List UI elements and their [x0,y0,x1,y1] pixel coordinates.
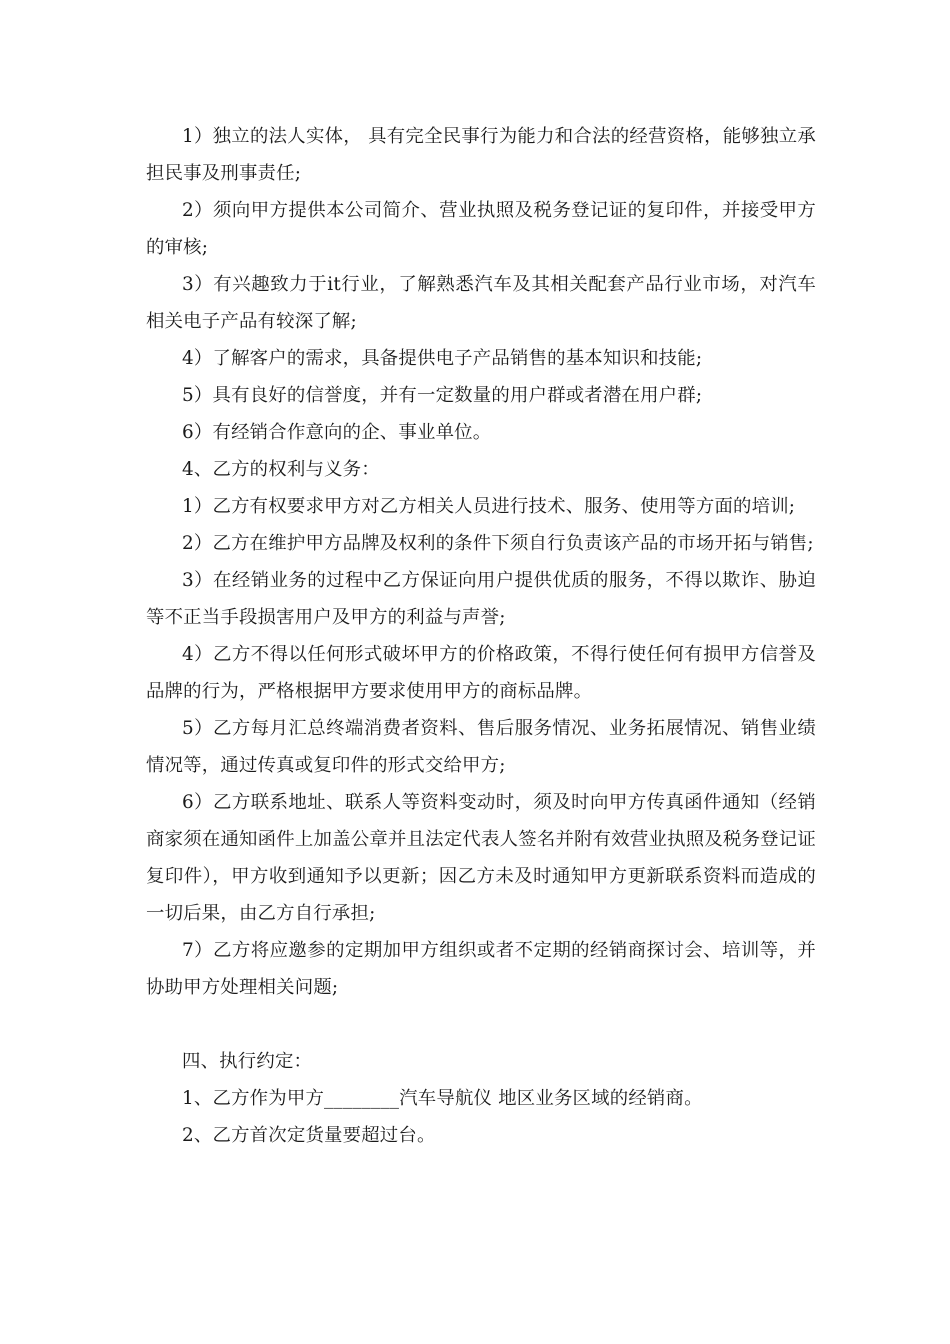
section-heading: 四、执行约定： [182,1051,313,1072]
paragraph-1-6: 6）有经销合作意向的企、事业单位。 [182,422,492,443]
agreement-item-1: 1、乙方作为甲方________汽车导航仪 地区业务区域的经销商。 [182,1088,703,1109]
section-4-heading: 4、乙方的权利与义务： [182,459,380,480]
paragraph-4-6: 6）乙方联系地址、联系人等资料变动时，须及时向甲方传真函件通知（经销商家须在通知函件上加盖公章并且法定代表人签名并附有效营业执照及税务登记证复印件），甲方收到通知予以更新；因乙方未及时通知甲方更新联系资料而造成的一切后果，由乙方自行承担; [146,792,816,924]
paragraph-1-2: 2）须向甲方提供本公司简介、营业执照及税务登记证的复印件，并接受甲方的审核; [146,200,816,258]
paragraph-1-1: 1）独立的法人实体， 具有完全民事行为能力和合法的经营资格，能够独立承担民事及刑事责任; [146,126,816,184]
document-body [146,118,816,1154]
paragraph-4-3: 3）在经销业务的过程中乙方保证向用户提供优质的服务，不得以欺诈、胁迫等不正当手段损害用户及甲方的利益与声誉; [146,570,816,628]
paragraph-1-4: 4）了解客户的需求，具备提供电子产品销售的基本知识和技能; [182,348,703,369]
paragraph-1-5: 5）具有良好的信誉度，并有一定数量的用户群或者潜在用户群; [182,385,703,406]
agreement-item-2: 2、乙方首次定货量要超过台。 [182,1125,436,1146]
paragraph-4-4: 4）乙方不得以任何形式破坏甲方的价格政策，不得行使任何有损甲方信誉及品牌的行为，严格根据甲方要求使用甲方的商标品牌。 [146,644,816,702]
paragraph-4-5: 5）乙方每月汇总终端消费者资料、售后服务情况、业务拓展情况、销售业绩情况等，通过传真或复印件的形式交给甲方; [146,718,816,776]
blank-line [146,1006,816,1043]
paragraph-4-7: 7）乙方将应邀参的定期加甲方组织或者不定期的经销商探讨会、培训等，并协助甲方处理相关问题; [146,940,816,998]
paragraph-4-1: 1）乙方有权要求甲方对乙方相关人员进行技术、服务、使用等方面的培训; [182,496,796,517]
paragraph-4-2: 2）乙方在维护甲方品牌及权利的条件下须自行负责该产品的市场开拓与销售; [182,533,814,554]
paragraph-1-3: 3）有兴趣致力于it行业，了解熟悉汽车及其相关配套产品行业市场，对汽车相关电子产品有较深了解; [146,274,816,332]
